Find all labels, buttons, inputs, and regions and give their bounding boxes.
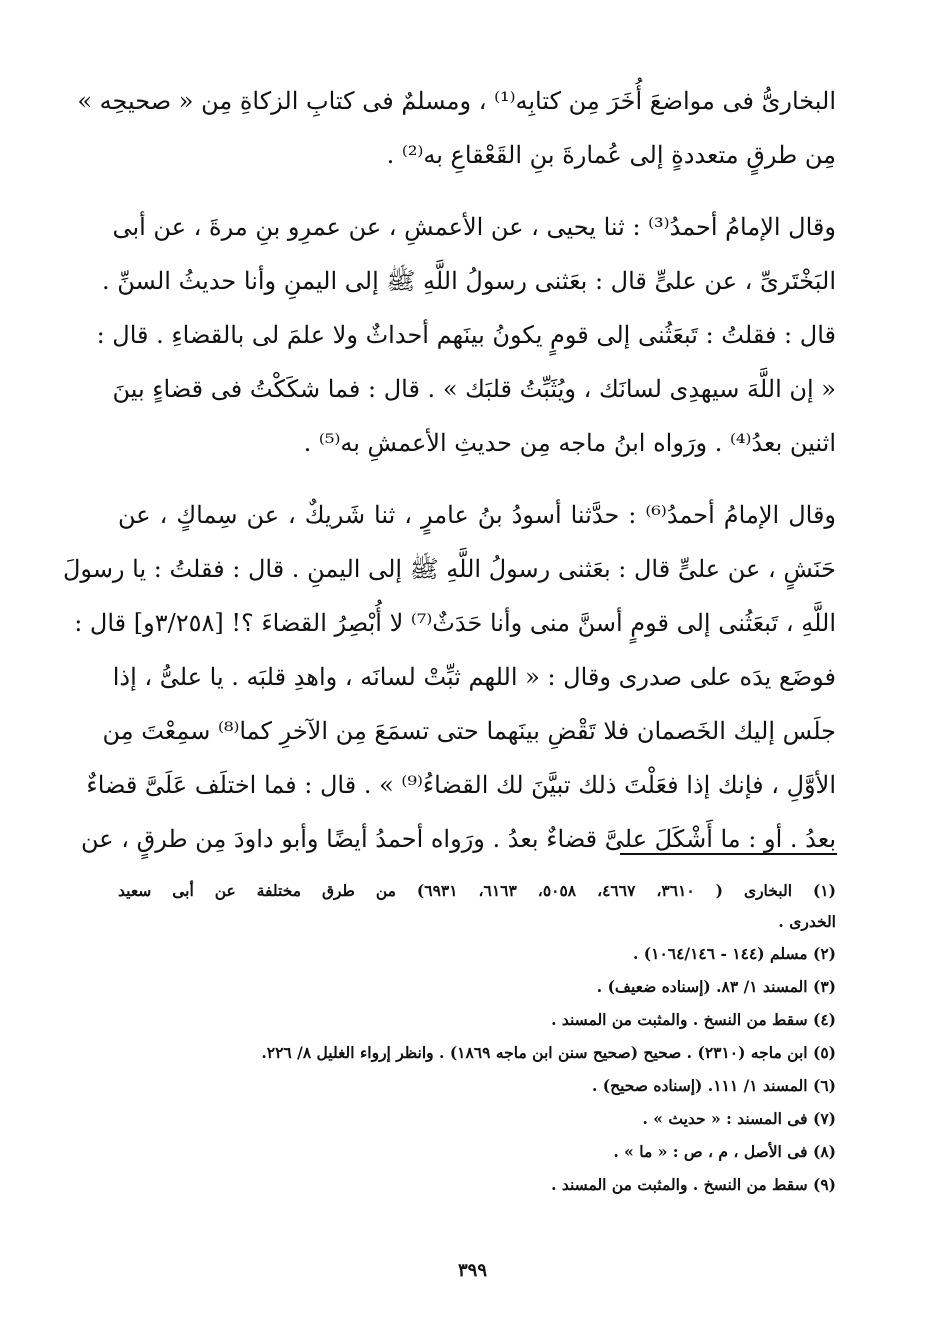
footnote: (٢) مسلم (١٤٤ - ١٠٦٤/١٤٦) . bbox=[632, 944, 836, 963]
text-line: مِن طرقٍ متعددةٍ إلى عُمارةَ بنِ القَعْقاعِ به⁽²⁾ . bbox=[386, 141, 836, 169]
text-line: البخارىُّ فى مواضعَ أُخَرَ مِن كتابِه⁽¹⁾ ، ومسلمٌ فى كتابِ الزكاةِ مِن « صحيحِه » bbox=[77, 87, 836, 115]
main-text bbox=[62, 74, 837, 866]
text-line: فوضَع يدَه على صدرى وقال : « اللهم ثبِّتْ لسانَه ، واهدِ قلبَه . يا علىُّ ، إذا bbox=[112, 663, 836, 691]
text-line: اللَّهِ ، تَبعَثُنى إلى قومٍ أسنَّ منى وأنا حَدَثٌ⁽⁷⁾ لا أُبْصِرُ القضاءَ ؟! [٣/٢٥٨و] قال : bbox=[74, 609, 836, 637]
footnote: (٥) ابن ماجه (٢٣١٠) . صحيح (صحيح سنن ابن ماجه ١٨٦٩) . وانظر إرواء الغليل ٨/ ٢٢٦. bbox=[261, 1043, 836, 1062]
text-line: قال : فقلتُ : تَبعَثُنى إلى قومٍ يكونُ بينَهم أحداثٌ ولا علمَ لى بالقضاءِ . قال : bbox=[96, 321, 836, 349]
footnote: الخدرى . bbox=[778, 912, 836, 931]
footnote: (٩) سقط من النسخ . والمثبت من المسند . bbox=[551, 1175, 836, 1194]
footnote: (٧) فى المسند : « حديث » . bbox=[642, 1109, 836, 1128]
footnote: (٤) سقط من النسخ . والمثبت من المسند . bbox=[551, 1010, 836, 1029]
footnote: (٦) المسند ١/ ١١١. (إسناده صحيح) . bbox=[591, 1076, 836, 1095]
text-line: وقال الإمامُ أحمدُ⁽³⁾ : ثنا يحيى ، عن الأعمشِ ، عن عمرِو بنِ مرةَ ، عن أبى bbox=[112, 213, 836, 241]
text-line: الأوَّلِ ، فإنك إذا فعَلْتَ ذلك تبيَّنَ لك القضاءُ⁽⁹⁾ » . قال : فما اختلَف عَلَىَّ قضاءٌ bbox=[86, 771, 836, 799]
text-line: جلَس إليك الخَصمان فلا تَقْضِ بينَهما حتى تسمَعَ مِن الآخرِ كما⁽⁸⁾ سمِعْتَ مِن bbox=[102, 717, 836, 745]
footnote: (٣) المسند ١/ ٨٣. (إسناده ضعيف) . bbox=[596, 977, 836, 996]
text-line: اثنين بعدُ⁽⁴⁾ . ورَواه ابنُ ماجه مِن حديثِ الأعمشِ به⁽⁵⁾ . bbox=[303, 429, 836, 457]
text-line: وقال الإمامُ أحمدُ⁽⁶⁾ : حدَّثنا أسودُ بنُ عامرٍ ، ثنا شَريكٌ ، عن سِماكٍ ، عن bbox=[118, 501, 837, 529]
footnote: (٨) فى الأصل ، م ، ص : « ما » . bbox=[613, 1142, 836, 1161]
page-number: ٣٩٩ bbox=[457, 1260, 487, 1281]
text-line: « إن اللَّهَ سيهدِى لسانَك ، ويُثَبِّتُ قلبَك » . قال : فما شكَكْتُ فى قضاءٍ بينَ bbox=[112, 375, 836, 403]
footnote: (١) البخارى ( ٣٦١٠، ٤٦٦٧، ٥٠٥٨، ٦١٦٣، ٦٩٣١) من طرق مختلفة عن أبى سعيد bbox=[118, 881, 836, 900]
text-line: حَنَشٍ ، عن علىٍّ قال : بعَثنى رسولُ اللَّهِ ﷺ إلى اليمنِ . قال : فقلتُ : يا رسولَ bbox=[62, 555, 836, 583]
text-line: بعدُ . أو : ما أَشْكَلَ علىَّ قضاءٌ بعدُ . ورَواه أحمدُ أيضًا وأبو داودَ مِن طرقٍ ، عن bbox=[80, 825, 836, 853]
footnote-separator bbox=[620, 853, 837, 855]
text-line: البَخْتَرىِّ ، عن علىٍّ قال : بعَثنى رسولُ اللَّهِ ﷺ إلى اليمنِ وأنا حديثُ السنِّ . bbox=[102, 267, 836, 295]
footnotes bbox=[118, 874, 836, 1201]
